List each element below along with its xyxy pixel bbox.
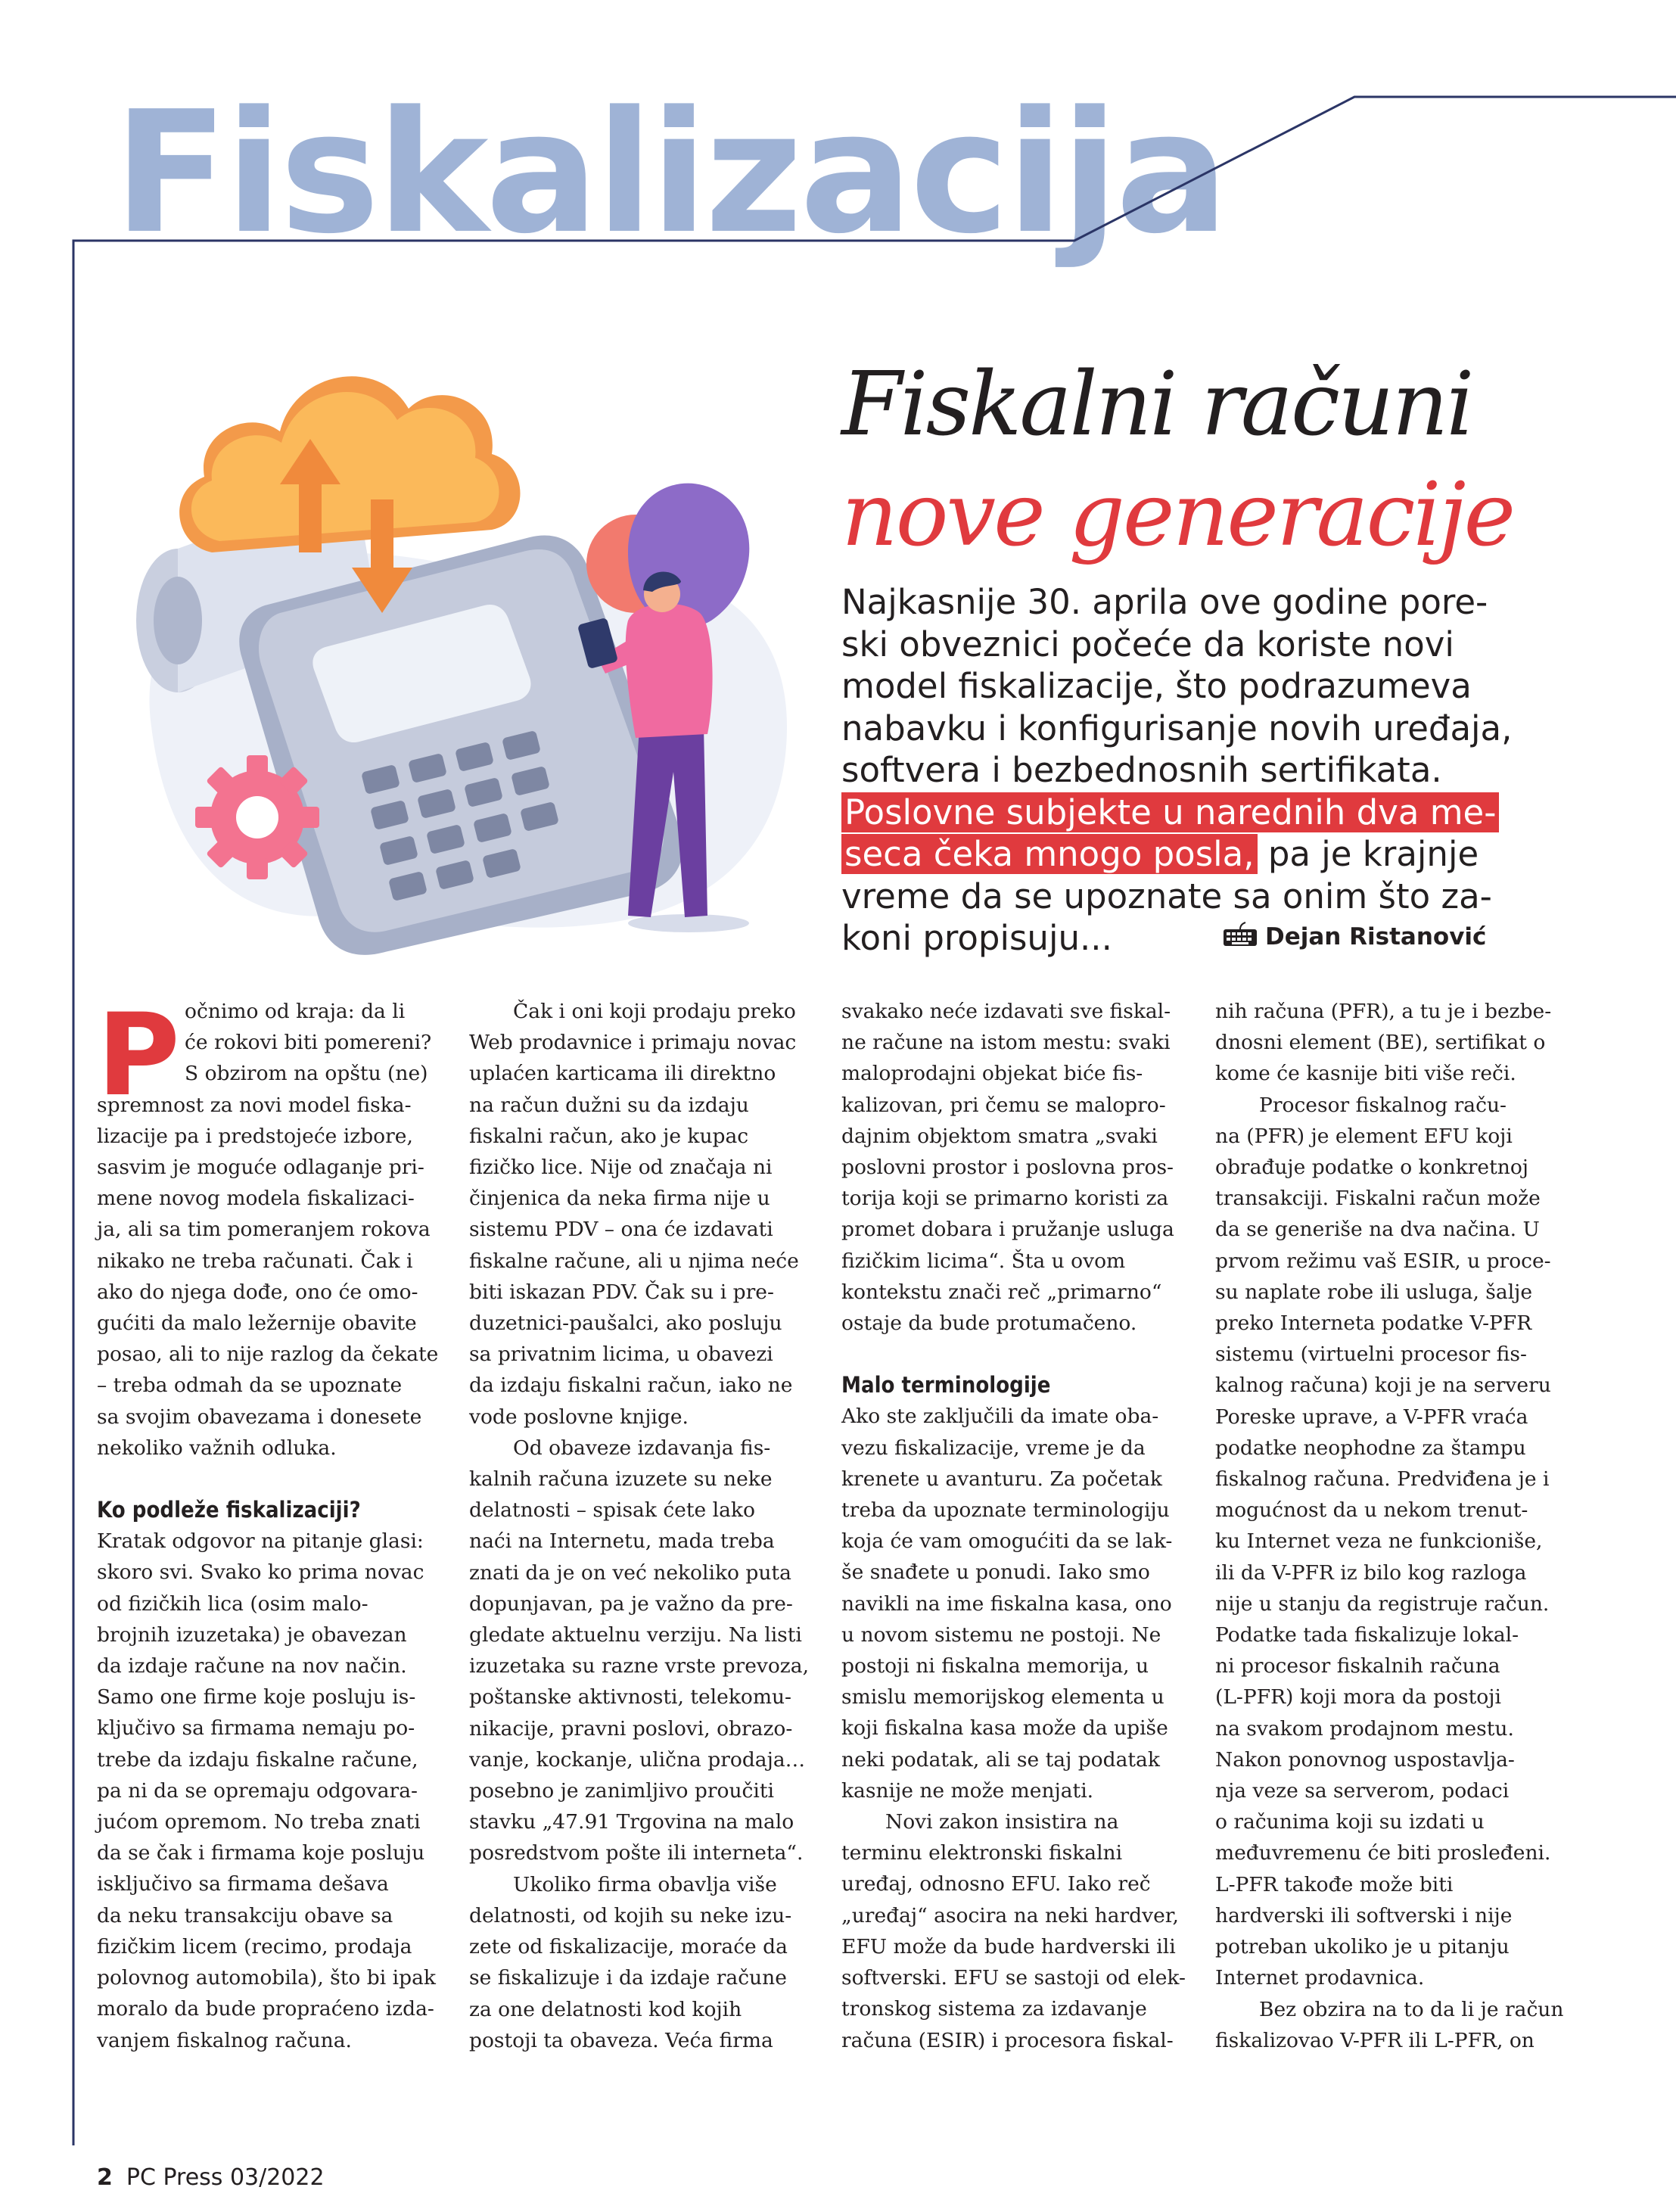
body-line: ni procesor fiskalnih računa [1215,1654,1500,1678]
body-line: mogućnost da u nekom trenut- [1215,1498,1528,1523]
body-line: vode poslovne knjige. [469,1405,689,1429]
body-line: tronskog sistema za izdavanje [841,1997,1147,2021]
article-column-4 [1215,996,1564,2056]
body-line: da se generiše na dva načina. U [1215,1218,1540,1242]
body-line: EFU može da bude hardverski ili [841,1934,1176,1958]
body-line: fizičko lice. Nije od značaja ni [469,1156,773,1180]
body-line: Čak i oni koji prodaju preko [513,1000,796,1023]
body-line: S obzirom na opštu (ne) [185,1062,428,1086]
body-line: ako do njega dođe, ono će omo- [97,1280,418,1304]
body-line: maloprodajni objekat biće fis- [841,1062,1143,1086]
body-line: nja veze sa serverom, podaci [1215,1779,1510,1803]
page-number: 2 [97,2164,113,2191]
body-line: sistemu (virtuelni procesor fis- [1215,1342,1527,1367]
body-line: poslovni prostor i poslovna pros- [841,1156,1174,1180]
body-line: „uređaj“ asocira na neki hardver, [841,1903,1179,1927]
body-line: računa (ESIR) i procesora fiskal- [841,2028,1174,2052]
body-line: Ako ste zaključili da imate oba- [841,1405,1159,1429]
lead-line: nabavku i konfigurisanje novih uređaja, [841,708,1513,748]
body-line: o računima koji su izdati u [1215,1810,1485,1834]
body-line: ja, ali sa tim pomeranjem rokova [97,1218,431,1242]
body-line: L-PFR takođe može biti [1215,1872,1454,1896]
body-line: jućom opremom. No treba znati [97,1810,421,1834]
body-line: krenete u avanturu. Za početak [841,1467,1162,1491]
body-line: nih računa (PFR), a tu je i bezbe- [1215,1000,1552,1023]
body-line: hardverski ili softverski i nije [1215,1903,1513,1927]
body-line: trebe da izdaju fiskalne račune, [97,1747,418,1772]
body-line: duzetnici-paušalci, ako posluju [469,1311,782,1336]
body-line: su naplate robe ili usluga, šalje [1215,1280,1533,1304]
subheading: Ko podleže fiskalizaciji? [97,1497,361,1523]
body-line: ili da V-PFR iz bilo kog razloga [1215,1560,1527,1585]
article-column-3 [841,996,1186,2056]
lead-line: softvera i bezbednosnih sertifikata. [841,750,1442,790]
body-line: poštanske aktivnosti, telekomu- [469,1685,791,1710]
body-line: Novi zakon insistira na [885,1810,1119,1834]
body-line: navikli na ime fiskalna kasa, ono [841,1591,1172,1616]
body-line: ostaje da bude protumačeno. [841,1311,1137,1336]
body-line: pa ni da se opremaju odgovara- [97,1778,418,1803]
fiscal-terminal-illustration [106,303,810,961]
body-line: se fiskalizuje i da izdaje račune [469,1966,787,1990]
body-line: kontekstu znači reč „primarno“ [841,1280,1162,1304]
body-line: vanjem fiskalnog računa. [97,2028,352,2052]
body-line: uplaćen karticama ili direktno [469,1062,776,1086]
body-line: fizičkim licima“. Šta u ovom [841,1249,1126,1273]
body-line: sasvim je moguće odlaganje pri- [97,1156,424,1180]
body-line: za one delatnosti kod kojih [469,1997,742,2021]
body-line: postoji ta obaveza. Veća firma [469,2028,773,2052]
body-line: prvom režimu vaš ESIR, u proce- [1215,1249,1551,1273]
body-line: Samo one firme koje posluju is- [97,1685,416,1710]
lead-line: Najkasnije 30. aprila ove godine pore- [841,582,1488,622]
lead-line: vreme da se upoznate sa onim što za- [841,876,1492,916]
body-line: dnosni element (BE), sertifikat o [1215,1031,1546,1055]
byline [1223,922,1486,954]
body-line: Od obaveze izdavanja fis- [513,1436,771,1460]
body-line: sistemu PDV – ona će izdavati [469,1218,773,1242]
body-line: promet dobara i pružanje usluga [841,1218,1174,1242]
body-line: posebno je zanimljivo proučiti [469,1779,774,1803]
body-line: transakciji. Fiskalni račun može [1215,1187,1541,1211]
body-line: še snađete u ponudi. Iako smo [841,1560,1150,1585]
body-line: fiskalne račune, ali u njima neće [469,1249,799,1273]
body-line: neki podatak, ali se taj podatak [841,1747,1160,1772]
body-line: softverski. EFU se sastoji od elek- [841,1966,1186,1990]
page-folio [97,2164,325,2191]
body-line: uređaj, odnosno EFU. Iako reč [841,1872,1151,1896]
body-line: izuzetaka su razne vrste prevoza, [469,1654,809,1678]
body-line: Web prodavnice i primaju novac [469,1031,797,1055]
subheading: Malo terminologije [841,1372,1051,1398]
body-line: torija koji se primarno koristi za [841,1187,1169,1211]
body-line: ne račune na istom mestu: svaki [841,1031,1171,1055]
body-line: da neku transakciju obave sa [97,1903,393,1927]
body-line: nije u stanju da registruje račun. [1215,1591,1550,1616]
body-line: Kratak odgovor na pitanje glasi: [97,1529,424,1554]
body-line: nikako ne treba računati. Čak i [97,1249,413,1273]
body-line: znati da je on već nekoliko puta [469,1560,791,1585]
body-line: Bez obzira na to da li je račun [1259,1997,1564,2021]
body-line: posao, ali to nije razlog da čekate [97,1342,439,1367]
body-line: kome će kasnije biti više reči. [1215,1062,1516,1086]
body-line: vanje, kockanje, ulična prodaja… [469,1747,806,1772]
lead-highlight: seca čeka mnogo posla, [841,834,1258,874]
lead-text: pa je krajnje [1257,834,1479,874]
body-line: podatke neophodne za štampu [1215,1436,1526,1460]
body-line: fiskalizovao V-PFR ili L-PFR, on [1215,2028,1535,2052]
body-line: Podatke tada fiskalizuje lokal- [1215,1623,1519,1647]
body-line: gledate aktuelnu verziju. Na listi [469,1623,802,1647]
body-line: isključivo sa firmama dešava [97,1872,389,1896]
body-line: Procesor fiskalnog raču- [1259,1093,1507,1117]
body-line: stavku „47.91 Trgovina na malo [469,1810,794,1834]
body-line: sa privatnim licima, u obavezi [469,1342,773,1367]
body-line: činjenica da neka firma nije u [469,1187,770,1211]
body-line: ključivo sa firmama nemaju po- [97,1716,415,1741]
lead-highlight: Poslovne subjekte u narednih dva me- [841,792,1499,832]
body-line: kalnih računa izuzete su neke [469,1467,773,1492]
body-line: će rokovi biti pomereni? [185,1031,432,1055]
body-line: treba da upoznate terminologiju [841,1498,1170,1523]
body-line: svakako neće izdavati sve fiskal- [841,1000,1171,1023]
body-line: kalizovan, pri čemu se malopro- [841,1093,1166,1117]
body-line: očnimo od kraja: da li [185,1000,406,1023]
section-title: Fiskalizacija [113,76,1227,271]
lead-paragraph [841,581,1643,960]
body-line: vezu fiskalizacije, vreme je da [841,1436,1146,1460]
body-line: posredstvom pošte ili interneta“. [469,1841,804,1865]
body-line: Poreske uprave, a V-PFR vraća [1215,1405,1528,1429]
body-line: delatnosti – spisak ćete lako [469,1498,755,1523]
headline-line-1: Fiskalni računi [841,353,1472,456]
body-line: dajnim objektom smatra „svaki [841,1124,1158,1148]
body-line: Nakon ponovnog uspostavlja- [1215,1747,1515,1772]
body-line: u novom sistemu ne postoji. Ne [841,1622,1161,1647]
body-line: da izdaju fiskalni račun, iako ne [469,1374,793,1398]
lead-line [841,833,1643,876]
body-line: na svakom prodajnom mestu. [1215,1716,1514,1741]
body-line: na (PFR) je element EFU koji [1215,1124,1513,1148]
article-column-2 [469,996,811,2056]
lead-line: koni propisuju... [841,918,1112,958]
author-name: Dejan Ristanović [1265,923,1487,950]
body-line: postoji ni fiskalna memorija, u [841,1654,1149,1678]
body-line: kasnije ne može menjati. [841,1778,1094,1803]
body-line: zete od fiskalizacije, moraće da [469,1935,788,1959]
body-line: (L-PFR) koji mora da postoji [1215,1685,1501,1710]
body-line: ku Internet veza ne funkcioniše, [1215,1529,1543,1554]
body-line: terminu elektronski fiskalni [841,1841,1123,1865]
drop-cap: P [97,990,180,1122]
headline [841,350,1643,571]
body-line: skoro svi. Svako ko prima novac [97,1560,424,1585]
magazine-issue: PC Press 03/2022 [126,2164,325,2191]
body-line: Internet prodavnica. [1215,1966,1425,1990]
lead-line: ski obveznici počeće da koriste novi [841,624,1454,664]
body-line: da se čak i firmama koje posluju [97,1841,425,1865]
body-line: Ukoliko firma obavlja više [513,1872,777,1896]
body-line: fizičkim licem (recimo, prodaja [97,1934,412,1958]
body-line: obrađuje podatke o konkretnoj [1215,1156,1528,1180]
lead-line: model fiskalizacije, što podrazumeva [841,666,1472,706]
body-line: smislu memorijskog elementa u [841,1685,1164,1710]
body-line: brojnih izuzetaka) je obavezan [97,1622,407,1647]
body-line: spremnost za novi model fiska- [97,1093,412,1117]
body-line: sa svojim obavezama i donesete [97,1405,422,1429]
body-line: koji fiskalna kasa može da upiše [841,1716,1168,1741]
body-line: nikacije, pravni poslovi, obrazo- [469,1716,793,1741]
body-line: fiskalnog računa. Predviđena je i [1215,1467,1550,1492]
body-line: gućiti da malo ležernije obavite [97,1311,417,1336]
keyboard-icon [1223,922,1258,954]
body-line: polovnog automobila), što bi ipak [97,1966,436,1990]
body-line: kalnog računa) koji je na serveru [1215,1374,1551,1398]
body-line: na račun dužni su da izdaju [469,1093,749,1117]
headline-line-2: nove generacije [841,464,1514,566]
body-line: potreban ukoliko je u pitanju [1215,1935,1510,1959]
body-line: dopunjavan, pa je važno da pre- [469,1591,793,1616]
body-line: fiskalni račun, ako je kupac [469,1124,749,1148]
body-line: preko Interneta podatke V-PFR [1215,1311,1532,1336]
body-line: da izdaje račune na nov način. [97,1654,407,1678]
body-line: naći na Internetu, mada treba [469,1529,775,1554]
body-line: mene novog modela fiskalizaci- [97,1187,415,1211]
body-line: od fizičkih lica (osim malo- [97,1591,368,1616]
lead-line [841,792,1643,834]
body-line: biti iskazan PDV. Čak su i pre- [469,1280,774,1304]
body-line: moralo da bude propraćeno izda- [97,1997,434,2021]
body-line: delatnosti, od kojih su neke izu- [469,1903,792,1927]
body-line: lizacije pa i predstojeće izbore, [97,1124,413,1148]
body-line: koja će vam omogućiti da se lak- [841,1529,1173,1554]
body-line: nekoliko važnih odluka. [97,1436,337,1460]
body-line: – treba odmah da se upoznate [97,1374,403,1398]
body-line: međuvremenu će biti prosleđeni. [1215,1841,1551,1865]
article-column-1 [97,990,439,2056]
